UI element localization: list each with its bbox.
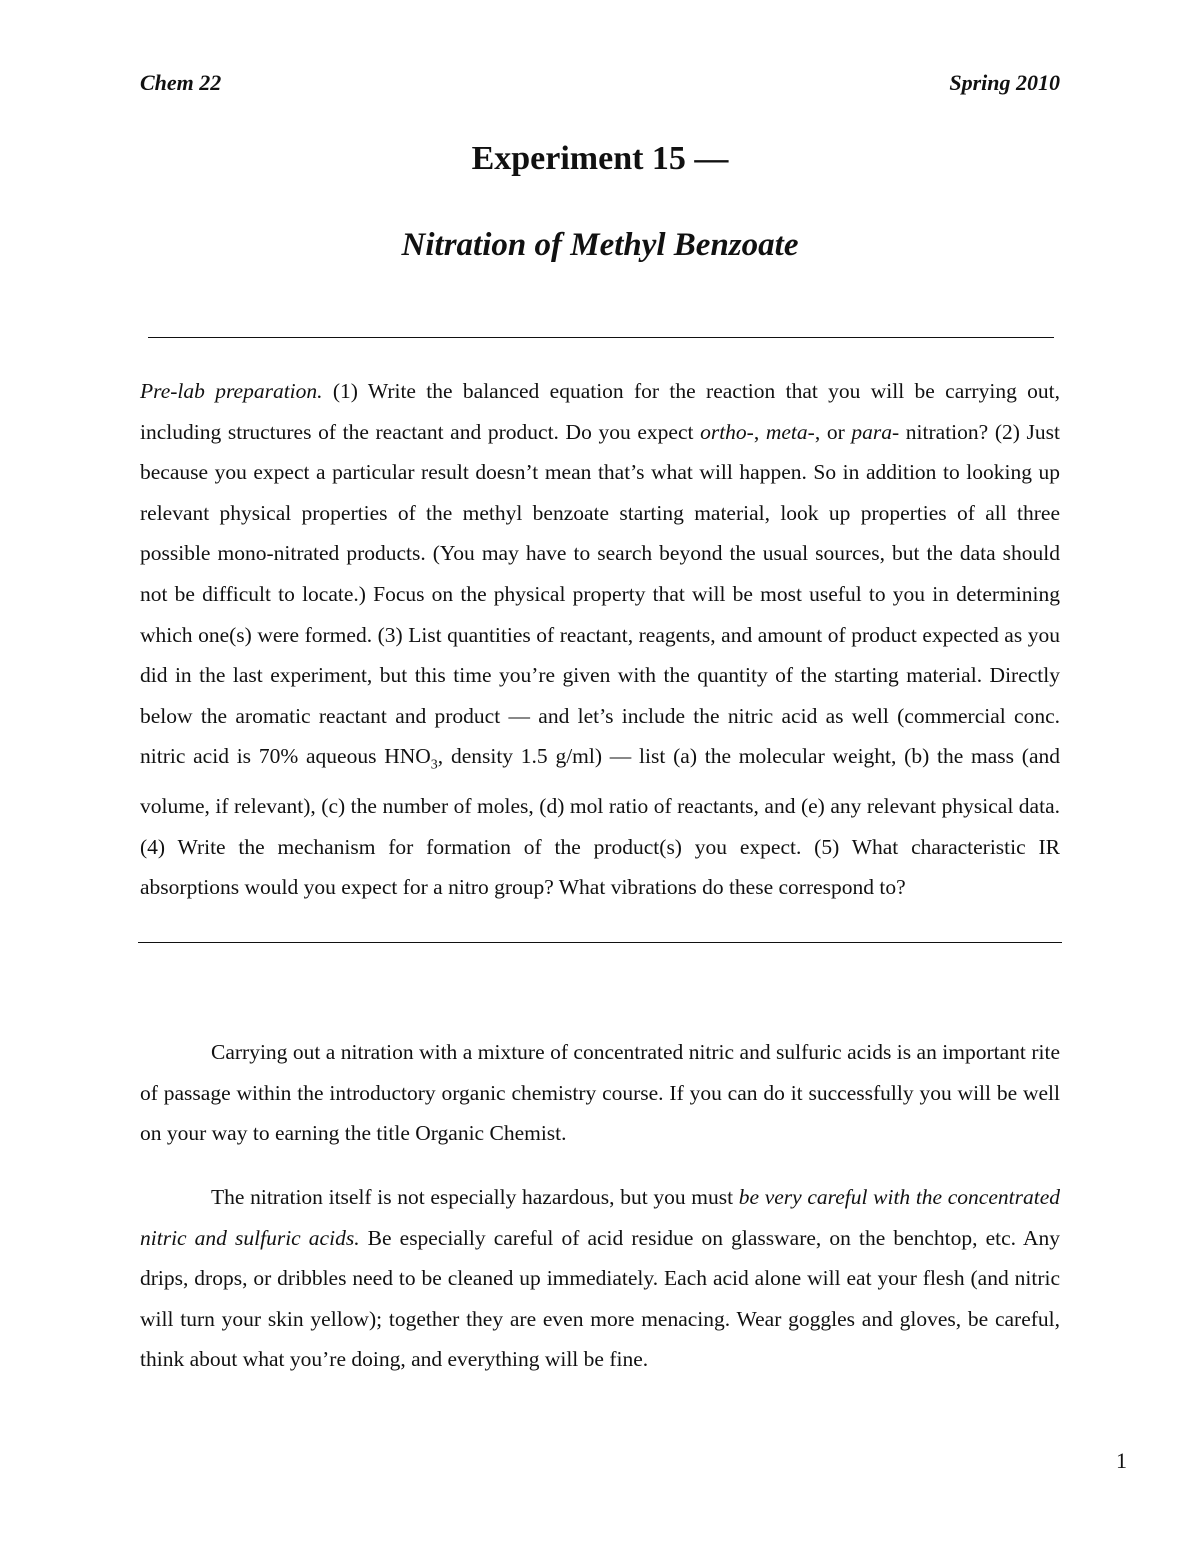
top-divider	[148, 337, 1054, 338]
subscript-3: 3	[430, 757, 438, 773]
experiment-subtitle: Nitration of Methyl Benzoate	[401, 227, 799, 263]
prelab-text-2: ,	[753, 419, 766, 444]
page-number: 1	[1116, 1448, 1127, 1473]
prelab-text-5: , density 1.5 g/ml) — list (a) the molecular weight, (b) the mass (and volume, if relevant), (c) the number of moles, (d) mol ratio of reactants, and (e) any relevant physical data. (4) Write the mechanism for formation of the product(s) you expect. (5) What characteristic IR absorptions would you expect for a nitro group? What vibrations do these correspond to?	[140, 744, 1060, 900]
prelab-text-4: nitration? (2) Just because you expect a particular result doesn’t mean that’s what will happen. So in addition to looking up relevant physical properties of the methyl benzoate starting material, look up properties of all three possible mono-nitrated products. (You may have to search beyond the usual sources, but the data should not be difficult to locate.) Focus on the physical property that will be most useful to you in determining which one(s) were formed. (3) List quantities of reactant, reagents, and amount of product expected as you did in the last experiment, but this time you’re given with the quantity of the starting material. Directly below the aromatic reactant and product — and let’s include the nitric acid as well (commercial conc. nitric acid is 70% aqueous HNO	[140, 419, 1060, 769]
prelab-text-3: , or	[814, 419, 852, 444]
meta-term: meta-	[765, 419, 815, 444]
safety-paragraph	[140, 1177, 1060, 1380]
experiment-title: Experiment 15 —	[471, 140, 729, 177]
intro-paragraph: Carrying out a nitration with a mixture of concentrated nitric and sulfuric acids is an important rite of passage within the introductory organic chemistry course. If you can do it successfully you will be well on your way to earning the title Organic Chemist.	[140, 1040, 1060, 1146]
page-header	[140, 70, 1060, 100]
safety-emphasis: be very careful with the concentrated nitric and sulfuric acids.	[140, 1185, 1060, 1250]
para-term: para-	[851, 419, 900, 444]
course-label: Chem 22	[140, 70, 222, 95]
prelab-text-1: (1) Write the balanced equation for the reaction that you will be carrying out, including structures of the reactant and product. Do you expect	[140, 379, 1061, 444]
prelab-paragraph	[140, 371, 1060, 908]
safety-text-1: The nitration itself is not especially hazardous, but you must	[211, 1185, 739, 1209]
bottom-divider	[138, 942, 1062, 943]
ortho-term: ortho-	[700, 419, 754, 444]
term-label: Spring 2010	[949, 70, 1060, 95]
safety-text-2: Be especially careful of acid residue on glassware, on the benchtop, etc. Any drips, drops, or dribbles need to be cleaned up immediately. Each acid alone will eat your flesh (and nitric will turn your skin yellow); together they are even more menacing. Wear goggles and gloves, be careful, think about what you’re doing, and everything will be fine.	[140, 1225, 1060, 1372]
prelab-label: Pre-lab preparation.	[140, 379, 323, 403]
